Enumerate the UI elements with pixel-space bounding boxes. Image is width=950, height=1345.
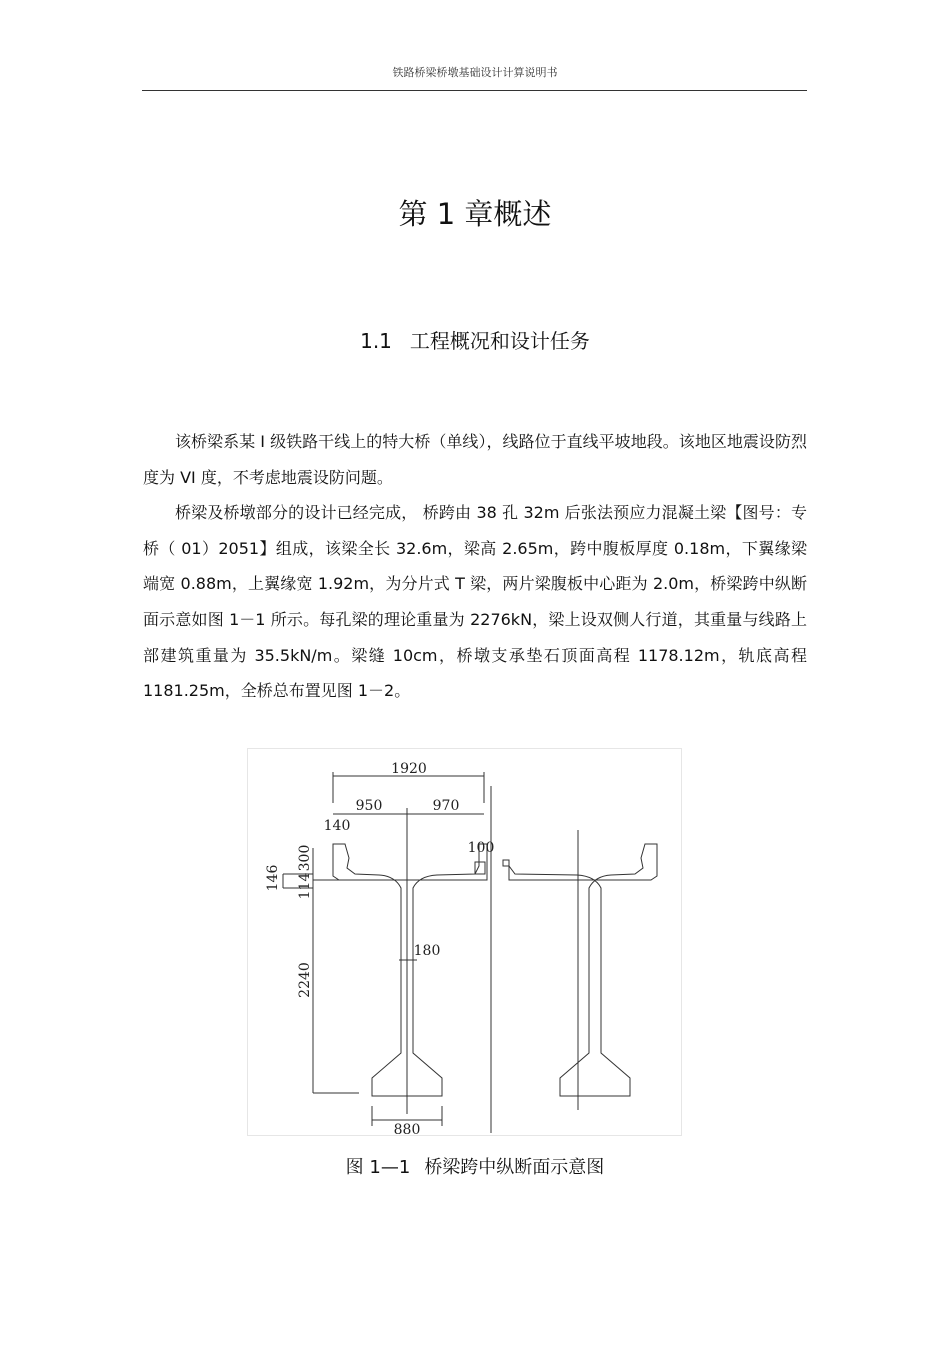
dim-haunch: 114 bbox=[297, 872, 313, 900]
paragraph: 桥梁及桥墩部分的设计已经完成， 桥跨由 38 孔 32m 后张法预应力混凝土梁【图号：专桥（ 01）2051】组成，该梁全长 32.6m，梁高 2.65m，跨中腹板厚度 0.18m，下翼缘梁端宽 0.88m，上翼缘宽 1.92m，为分片式 T 梁，两片梁腹板中心距为 2.0m，桥梁跨中纵断面示意如图 1－1 所示。每孔梁的理论重量为 2276kN，梁上设双侧人行道，其重量与线路上部建筑重量为 35.5kN/m。梁缝 10cm，桥墩支承垫石顶面高程 1178.12m，轨底高程 1181.25m，全桥总布置见图 1－2。 bbox=[143, 503, 807, 701]
figure-caption bbox=[0, 1153, 950, 1179]
running-header: 铁路桥梁桥墩基础设计计算说明书 bbox=[392, 66, 558, 79]
section-number: 1.1 bbox=[360, 329, 392, 353]
dim-web-height: 2240 bbox=[297, 962, 313, 998]
section-heading bbox=[0, 325, 950, 354]
dim-gap: 100 bbox=[467, 840, 495, 856]
dim-side-height: 146 bbox=[265, 864, 281, 892]
cross-section-figure bbox=[247, 748, 682, 1136]
paragraph: 该桥梁系某 I 级铁路干线上的特大桥（单线），线路位于直线平坡地段。该地区地震设防烈度为 VI 度，不考虑地震设防问题。 bbox=[143, 432, 807, 487]
chapter-title: 第 1 章概述 bbox=[398, 197, 552, 231]
dim-right-half: 970 bbox=[432, 798, 460, 814]
dim-top-width: 1920 bbox=[391, 761, 427, 777]
body-text bbox=[143, 424, 807, 709]
section-title: 工程概况和设计任务 bbox=[409, 329, 590, 353]
header-rule bbox=[142, 90, 807, 91]
caption-number: 图 1—1 bbox=[345, 1157, 411, 1178]
dim-web: 180 bbox=[413, 943, 441, 959]
dim-flange-edge: 140 bbox=[323, 818, 351, 834]
caption-title: 桥梁跨中纵断面示意图 bbox=[424, 1157, 605, 1178]
cross-section-drawing bbox=[247, 748, 682, 1136]
dim-left-half: 950 bbox=[355, 798, 383, 814]
dim-flange-thickness: 300 bbox=[297, 844, 313, 872]
dim-bottom-width: 880 bbox=[393, 1122, 421, 1136]
